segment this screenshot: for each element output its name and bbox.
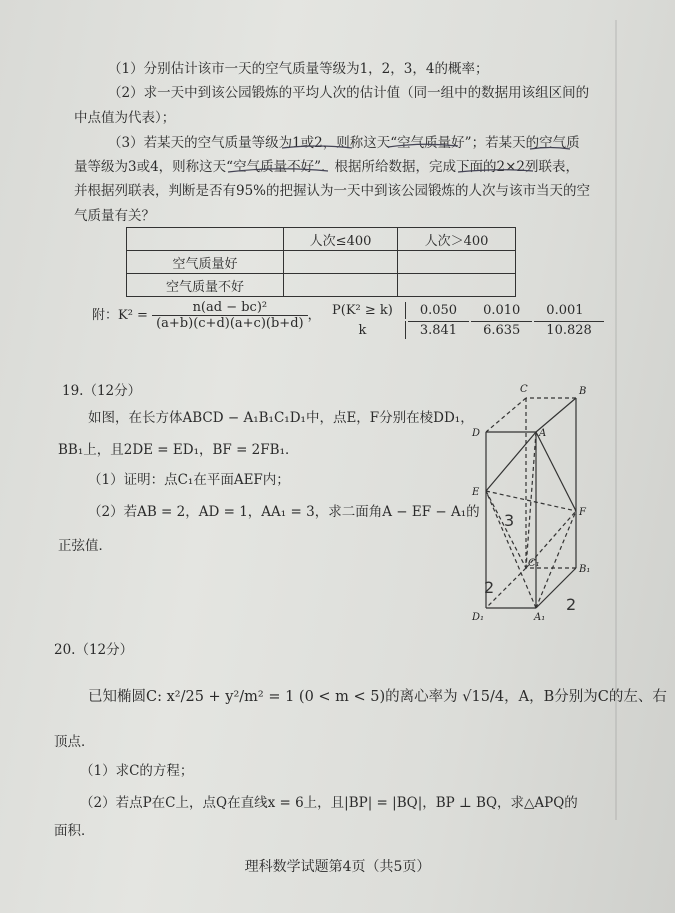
vertex-label: A₁ — [534, 612, 546, 623]
handwritten-note: 2 — [566, 595, 577, 614]
vertex-label: D₁ — [472, 612, 485, 623]
vertex-label: D — [472, 428, 481, 439]
k-value: 3.841 — [408, 321, 469, 339]
q18-part1: （1）分别估计该市一天的空气质量等级为1，2，3，4的概率； — [108, 61, 489, 77]
k-value: 10.828 — [534, 321, 604, 339]
k2-formula: 附：K² = $\frac{\text{n(ad − bc)²}}{(a+b)(c+d)(a+c)(b+d)}$ ， — [92, 300, 321, 331]
q19-heading: 19.（12分） — [62, 383, 142, 399]
q18-part2-line1: （2）求一天中到该公园锻炼的平均人次的估计值（同一组中的数据用该组区间的 — [108, 85, 590, 101]
table-cell — [398, 251, 516, 274]
handwritten-note: 2 — [484, 578, 495, 597]
q20-heading: 20.（12分） — [54, 642, 134, 658]
table-cell — [284, 274, 398, 297]
handwritten-note: 3 — [504, 511, 515, 530]
q18-part3-line3: 并根据列联表，判断是否有95%的把握认为一天中到该公园锻炼的人次与该市当天的空 — [74, 183, 591, 199]
formula-numerator: n(ad − bc)² — [152, 300, 308, 316]
table-cell — [284, 251, 398, 274]
p-header: P(K² ≥ k) — [320, 302, 406, 319]
q18-part2-line2: 中点值为代表）； — [74, 110, 176, 126]
p-value: 0.010 — [483, 303, 521, 318]
vertex-label: C₁ — [528, 558, 540, 569]
p-value: 0.001 — [546, 303, 584, 318]
p-value: 0.050 — [419, 303, 458, 318]
table-col-header: 人次≤400 — [284, 228, 398, 251]
q18-part3-line4: 气质量有关？ — [74, 208, 155, 224]
formula-prefix: 附：K² = — [92, 308, 148, 323]
q19-line2: BB₁上，且2DE = ED₁，BF = 2FB₁． — [58, 442, 299, 458]
table-corner-cell — [127, 228, 284, 251]
k-value: 6.635 — [471, 321, 532, 339]
q18-part3-line1: （3）若某天的空气质量等级为1或2，则称这天“空气质量好”；若某天的空气质 — [108, 135, 580, 151]
q20-part2-cont: 面积． — [54, 823, 95, 839]
table-row-header: 空气质量不好 — [127, 274, 284, 297]
q20-part1: （1）求C的方程； — [80, 763, 194, 779]
q19-part1: （1）证明：点C₁在平面AEF内； — [88, 472, 290, 488]
q20-line1: 已知椭圆C: x²/25 + y²/m² = 1 (0 < m < 5)的离心率为 √15/4，A，B分别为C的左、右 — [88, 689, 667, 705]
q19-part2: （2）若AB = 2，AD = 1，AA₁ = 3，求二面角A − EF − A₁的 — [88, 504, 480, 520]
q20-part2: （2）若点P在C上，点Q在直线x = 6上，且|BP| = |BQ|，BP ⊥ BQ，求△APQ的 — [80, 795, 578, 811]
page-footer: 理科数学试题第4页（共5页） — [244, 859, 431, 875]
critical-value-table — [318, 300, 606, 341]
table-col-header: 人次＞400 — [398, 228, 516, 251]
q19-part2-cont: 正弦值． — [58, 538, 112, 554]
cuboid-figure — [466, 378, 606, 628]
contingency-table — [126, 227, 516, 297]
q18-part3-line2: 量等级为3或4，则称这天“空气质量不好”．根据所给数据，完成下面的2×2列联表， — [74, 159, 579, 175]
vertex-label: B — [579, 386, 587, 397]
formula-denominator: (a+b)(c+d)(a+c)(b+d) — [156, 316, 304, 331]
vertex-label: B₁ — [579, 564, 591, 575]
vertex-label: F — [579, 507, 586, 518]
table-row-header: 空气质量好 — [127, 251, 284, 274]
k-header: k — [320, 321, 406, 339]
q20-line2: 顶点． — [54, 734, 95, 750]
formula-fraction — [152, 300, 308, 331]
table-cell — [398, 274, 516, 297]
vertex-label: E — [472, 487, 480, 498]
q19-line1: 如图，在长方体ABCD − A₁B₁C₁D₁中，点E，F分别在棱DD₁， — [88, 410, 474, 426]
vertex-label: C — [520, 384, 528, 395]
vertex-label: A — [539, 428, 547, 439]
